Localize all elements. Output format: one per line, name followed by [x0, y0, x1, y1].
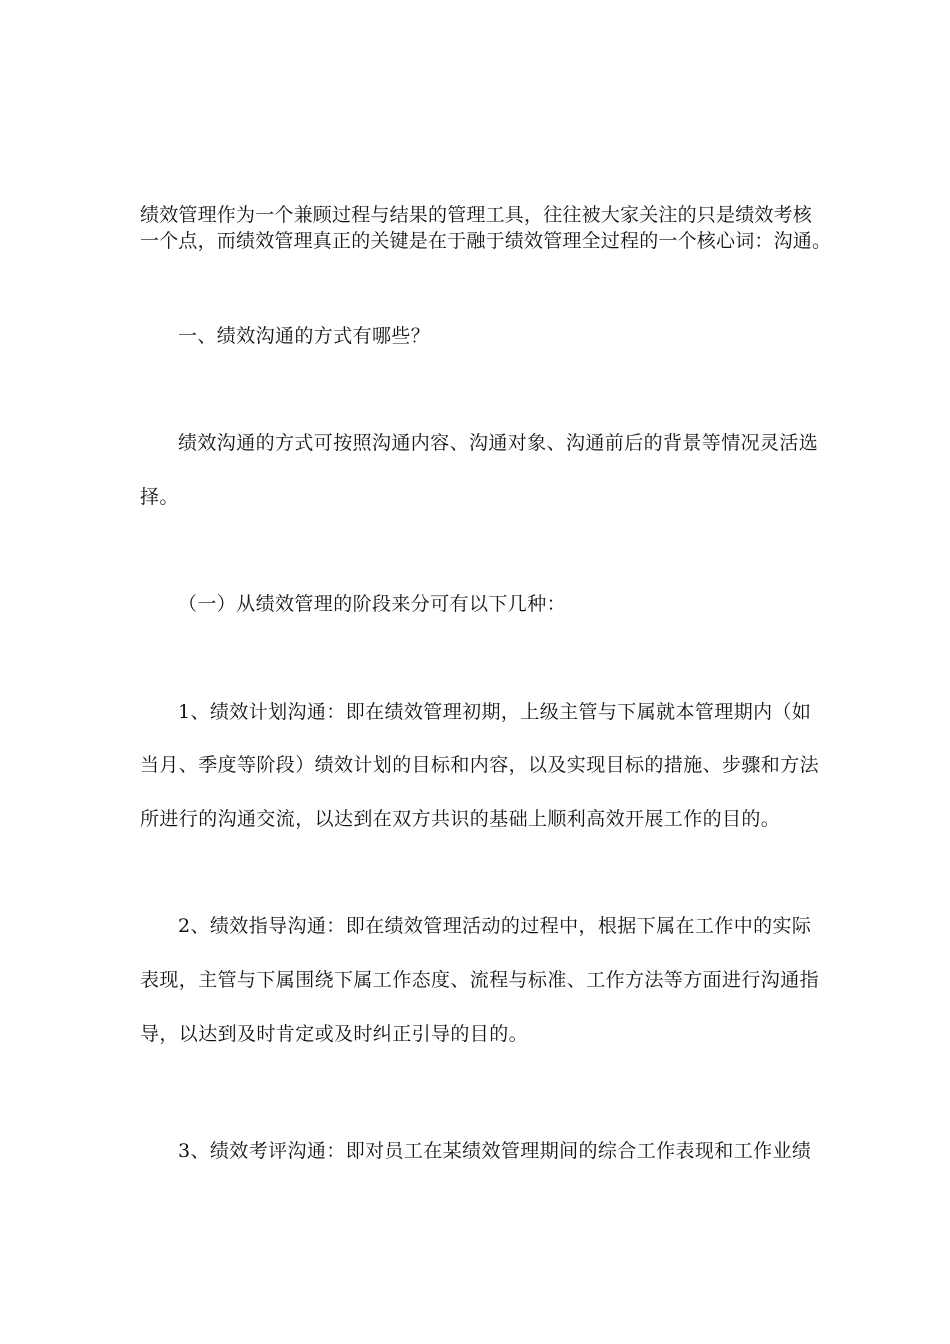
item-3-line-1: 3、绩效考评沟通：即对员工在某绩效管理期间的综合工作表现和工作业绩 [178, 1140, 812, 1162]
intro-line-1: 绩效管理作为一个兼顾过程与结果的管理工具，往往被大家关注的只是绩效考核 [140, 204, 813, 226]
intro-line-2: 一个点，而绩效管理真正的关键是在于融于绩效管理全过程的一个核心词：沟通。 [140, 230, 832, 252]
item-1-line-3: 所进行的沟通交流，以达到在双方共识的基础上顺利高效开展工作的目的。 [140, 808, 781, 830]
paragraph-line: 绩效沟通的方式可按照沟通内容、沟通对象、沟通前后的背景等情况灵活选 [178, 432, 819, 454]
item-2-line-3: 导，以达到及时肯定或及时纠正引导的目的。 [140, 1023, 529, 1045]
subsection-heading: （一）从绩效管理的阶段来分可有以下几种： [178, 593, 567, 615]
item-1-line-1: 1、绩效计划沟通：即在绩效管理初期，上级主管与下属就本管理期内（如 [178, 701, 812, 723]
item-1-line-2: 当月、季度等阶段）绩效计划的目标和内容，以及实现目标的措施、步骤和方法 [140, 754, 820, 776]
item-2-line-2: 表现，主管与下属围绕下属工作态度、流程与标准、工作方法等方面进行沟通指 [140, 969, 820, 991]
section-heading: 一、绩效沟通的方式有哪些？ [178, 325, 431, 347]
item-2-line-1: 2、绩效指导沟通：即在绩效管理活动的过程中，根据下属在工作中的实际 [178, 915, 812, 937]
paragraph-line: 择。 [140, 486, 179, 508]
